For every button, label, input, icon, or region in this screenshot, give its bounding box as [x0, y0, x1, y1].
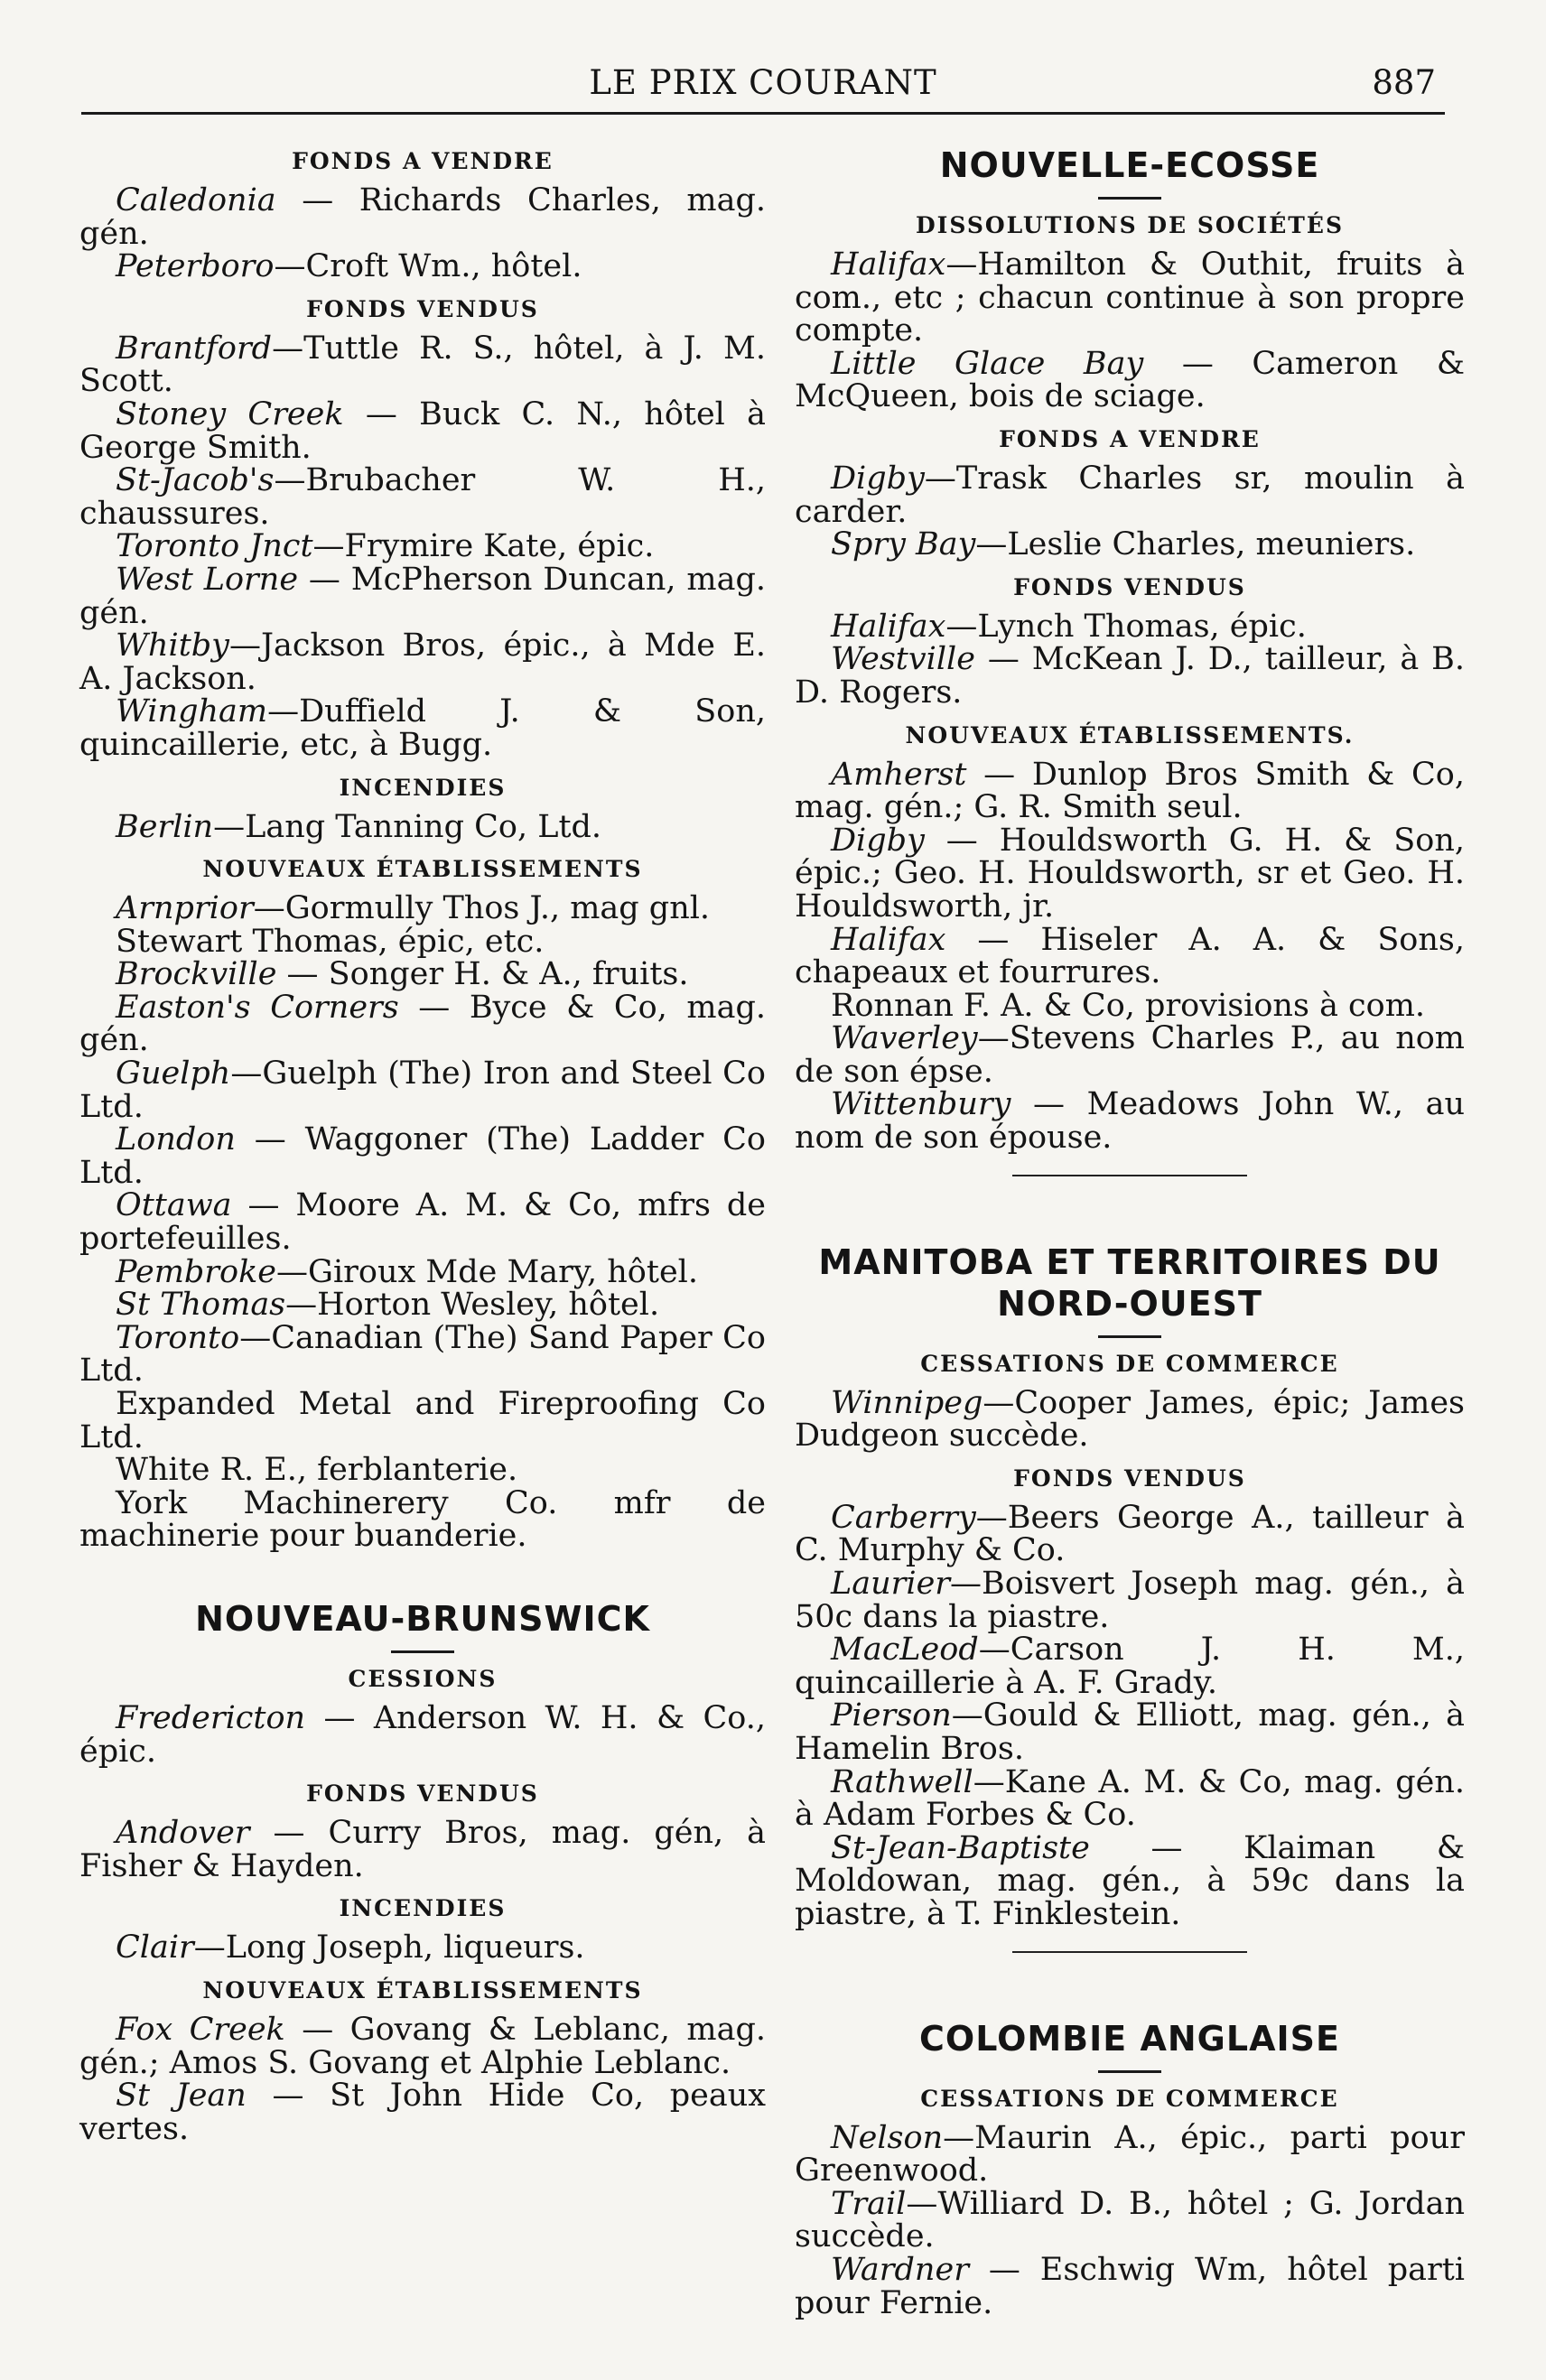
listing-text: —Lynch Thomas, épic. — [945, 608, 1307, 645]
listing-entry — [795, 462, 1465, 528]
listing-entry — [795, 2185, 1465, 2255]
listing-text: York Machinerery Co. mfr de machinerie pour buanderie. — [79, 1484, 766, 1555]
region-rule — [1098, 197, 1161, 200]
section-heading: FONDS VENDUS — [306, 295, 539, 322]
listing-entry — [79, 1817, 766, 1883]
listing-entry — [795, 1567, 1465, 1633]
listing-text: — Richards Charles, mag. gén. — [79, 182, 766, 252]
place-name: Arnprior — [116, 890, 254, 927]
listing-text: —Stevens Charles P., au nom de son épse. — [795, 1020, 1465, 1090]
place-name: Pierson — [831, 1697, 952, 1734]
region-spacer — [795, 1973, 1465, 2009]
section-heading: CESSATIONS DE COMMERCE — [920, 1350, 1339, 1377]
listing-text: —Guelph (The) Iron and Steel Co Ltd. — [79, 1055, 766, 1125]
listing-entry — [79, 1288, 766, 1322]
listing-text: Stewart Thomas, épic, etc. — [116, 923, 545, 960]
section-heading: CESSATIONS DE COMMERCE — [920, 2085, 1339, 2112]
place-name: Winnipeg — [831, 1384, 983, 1421]
listing-text: — Anderson W. H. & Co., épic. — [79, 1699, 766, 1770]
listing-text: —Trask Charles sr, moulin à carder. — [795, 460, 1465, 530]
place-name: MacLeod — [831, 1632, 979, 1669]
place-name: Easton's Corners — [116, 989, 399, 1026]
listing-entry — [79, 563, 766, 629]
listing-entry — [79, 1057, 766, 1123]
listing-entry — [79, 892, 766, 925]
region-heading: MANITOBA ET TERRITOIRES DU NORD-OUEST — [818, 1241, 1441, 1324]
section-heading: FONDS A VENDRE — [999, 425, 1261, 452]
place-name: Amherst — [831, 756, 967, 793]
place-name: Fox Creek — [116, 2011, 285, 2048]
place-name: Trail — [831, 2185, 907, 2222]
region-spacer — [795, 1196, 1465, 1232]
listing-text: —Kane A. M. & Co, mag. gén. à Adam Forbes & Co. — [795, 1763, 1465, 1834]
listing-entry — [795, 1384, 1465, 1455]
listing-text: — Klaiman & Moldowan, mag. gén., à 59c dans la piastre, à T. Finklestein. — [795, 1829, 1465, 1932]
place-name: Halifax — [831, 921, 946, 958]
place-name: Pembroke — [116, 1253, 277, 1290]
listing-text: —Tuttle R. S., hôtel, à J. M. Scott. — [79, 330, 766, 400]
place-name: London — [116, 1121, 236, 1158]
listing-entry — [795, 1829, 1465, 1932]
listing-entry — [795, 1763, 1465, 1834]
place-name: Little Glace Bay — [831, 345, 1144, 382]
section-heading: INCENDIES — [339, 1895, 507, 1922]
listing-entry — [79, 1253, 766, 1290]
section-heading: FONDS A VENDRE — [292, 148, 554, 174]
listing-text: White R. E., ferblanterie. — [116, 1452, 518, 1489]
place-name: St-Jacob's — [116, 462, 275, 499]
listing-text: —Horton Wesley, hôtel. — [285, 1287, 660, 1324]
listing-text: — Buck C. N., hôtel à George Smith. — [79, 395, 766, 466]
place-name: Clair — [116, 1929, 194, 1966]
listing-text: —Maurin A., épic., parti pour Greenwood. — [795, 2119, 1465, 2189]
section-separator — [1012, 1175, 1247, 1176]
listing-entry — [79, 1388, 766, 1454]
place-name: Toronto — [116, 1319, 240, 1356]
listing-text: — McKean J. D., tailleur, à B. D. Rogers. — [795, 641, 1465, 711]
listing-text: — Cameron & McQueen, bois de sciage. — [795, 345, 1465, 415]
listing-entry — [79, 250, 766, 284]
listing-entry — [79, 2013, 766, 2079]
listing-entry — [795, 528, 1465, 562]
place-name: Westville — [831, 641, 975, 678]
place-name: Guelph — [116, 1055, 231, 1092]
listing-entry — [79, 464, 766, 530]
listing-entry — [79, 1319, 766, 1390]
listing-entry — [79, 1123, 766, 1189]
listing-entry — [795, 1501, 1465, 1567]
right-column — [795, 135, 1465, 2320]
listing-text: Ronnan F. A. & Co, provisions à com. — [831, 987, 1426, 1024]
region-heading: NOUVEAU-BRUNSWICK — [195, 1598, 650, 1639]
listing-text: —Lang Tanning Co, Ltd. — [213, 808, 602, 845]
section-heading: NOUVEAUX ÉTABLISSEMENTS — [202, 856, 643, 883]
running-title: LE PRIX COURANT — [589, 63, 937, 102]
section-heading: NOUVEAUX ÉTABLISSEMENTS — [202, 1976, 643, 2003]
place-name: Brockville — [116, 956, 277, 993]
listing-entry — [79, 1931, 766, 1965]
place-name: Nelson — [831, 2119, 944, 2156]
listing-text: —Frymire Kate, épic. — [312, 528, 655, 565]
place-name: Digby — [831, 822, 925, 859]
place-name: Ottawa — [116, 1187, 232, 1224]
place-name: Andover — [116, 1815, 250, 1852]
region-rule — [391, 1650, 454, 1653]
place-name: Fredericton — [116, 1699, 306, 1736]
listing-entry — [795, 921, 1465, 991]
listing-entry — [79, 1484, 766, 1555]
listing-text: — McPherson Duncan, mag. gén. — [79, 561, 766, 631]
place-name: St Jean — [116, 2078, 247, 2115]
listing-entry — [795, 1633, 1465, 1699]
listing-text: —Williard D. B., hôtel ; G. Jordan succède. — [795, 2185, 1465, 2255]
place-name: Laurier — [831, 1566, 951, 1603]
section-heading: NOUVEAUX ÉTABLISSEMENTS. — [905, 721, 1355, 748]
place-name: St-Jean-Baptiste — [831, 1829, 1090, 1866]
place-name: Waverley — [831, 1020, 978, 1057]
listing-text: — Songer H. & A., fruits. — [276, 956, 689, 993]
listing-text: — Houldsworth G. H. & Son, épic.; Geo. H. Houldsworth, sr et Geo. H. Houldsworth, jr. — [795, 822, 1465, 925]
listing-entry — [79, 958, 766, 991]
place-name: Stoney Creek — [116, 395, 344, 432]
listing-text: —Cooper James, épic; James Dudgeon succède. — [795, 1384, 1465, 1455]
place-name: Digby — [831, 460, 925, 497]
listing-entry — [795, 1086, 1465, 1157]
place-name: Peterboro — [116, 248, 275, 285]
section-heading: DISSOLUTIONS DE SOCIÉTÉS — [915, 212, 1345, 238]
listing-entry — [795, 758, 1465, 824]
listing-text: — St John Hide Co, peaux vertes. — [79, 2078, 766, 2147]
listing-text: —Hamilton & Outhit, fruits à com., etc ; chacun continue à son propre compte. — [795, 246, 1465, 349]
listing-text: —Carson J. H. M., quincaillerie à A. F. Grady. — [795, 1632, 1465, 1701]
listing-entry — [79, 332, 766, 398]
place-name: Spry Bay — [831, 526, 976, 563]
listing-text: — Meadows John W., au nom de son épouse. — [795, 1086, 1465, 1157]
listing-entry — [79, 808, 766, 845]
listing-entry — [795, 2119, 1465, 2189]
listing-text: — Curry Bros, mag. gén, à Fisher & Hayden. — [79, 1815, 766, 1884]
listing-text: —Duffield J. & Son, quincaillerie, etc, à Bugg. — [79, 693, 766, 763]
listing-text: — Waggoner (The) Ladder Co Ltd. — [79, 1121, 766, 1191]
page-number: 887 — [1372, 63, 1436, 102]
listing-text: — Dunlop Bros Smith & Co, mag. gén.; G. R. Smith seul. — [795, 756, 1465, 826]
listing-entry — [79, 2079, 766, 2145]
listing-text: —Gormully Thos J., mag gnl. — [253, 890, 711, 927]
section-heading: CESSIONS — [348, 1665, 498, 1692]
place-name: Halifax — [831, 246, 946, 283]
listing-entry — [79, 395, 766, 466]
listing-text: — Govang & Leblanc, mag. gén.; Amos S. Govang et Alphie Leblanc. — [79, 2011, 766, 2081]
listing-entry — [79, 925, 766, 959]
place-name: Berlin — [116, 808, 214, 845]
listing-entry — [79, 530, 766, 563]
section-heading: FONDS VENDUS — [1013, 1464, 1246, 1492]
place-name: Wardner — [831, 2251, 969, 2288]
listing-text: —Jackson Bros, épic., à Mde E. A. Jackson. — [79, 628, 766, 697]
listing-entry — [79, 991, 766, 1057]
listing-entry — [795, 824, 1465, 924]
listing-entry — [79, 184, 766, 250]
place-name: Rathwell — [831, 1763, 973, 1800]
region-rule — [1098, 2070, 1161, 2073]
region-rule — [1098, 1335, 1161, 1338]
listing-text: Expanded Metal and Fireproofing Co Ltd. — [79, 1386, 766, 1455]
listing-text: —Brubacher W. H., chaussures. — [79, 462, 766, 532]
left-column — [79, 135, 766, 2145]
place-name: St Thomas — [116, 1287, 286, 1324]
listing-entry — [795, 248, 1465, 348]
region-heading: NOUVELLE-ECOSSE — [939, 145, 1320, 185]
place-name: Whitby — [116, 628, 229, 665]
listing-entry — [795, 1022, 1465, 1088]
section-heading: FONDS VENDUS — [1013, 573, 1246, 600]
region-spacer — [79, 1553, 766, 1589]
section-separator — [1012, 1951, 1247, 1953]
listing-text: —Leslie Charles, meuniers. — [975, 526, 1416, 563]
listing-text: — Moore A. M. & Co, mfrs de portefeuilles. — [79, 1187, 766, 1258]
listing-text: — Hiseler A. A. & Sons, chapeaux et fourrures. — [795, 921, 1465, 991]
listing-entry — [795, 345, 1465, 415]
listing-entry — [79, 1187, 766, 1258]
listing-entry — [795, 610, 1465, 644]
page-header — [81, 60, 1445, 115]
listing-entry — [79, 1699, 766, 1770]
place-name: Caledonia — [116, 182, 276, 218]
section-heading: INCENDIES — [339, 774, 507, 801]
listing-entry — [795, 1699, 1465, 1765]
listing-text: — Byce & Co, mag. gén. — [79, 989, 766, 1059]
listing-entry — [79, 695, 766, 761]
place-name: Wingham — [116, 693, 268, 730]
listing-entry — [79, 1454, 766, 1487]
listing-text: —Beers George A., tailleur à C. Murphy & Co. — [795, 1499, 1465, 1569]
place-name: Halifax — [831, 608, 946, 645]
listing-text: —Giroux Mde Mary, hôtel. — [276, 1253, 698, 1290]
listing-entry — [795, 2251, 1465, 2321]
listing-entry — [795, 987, 1465, 1024]
listing-text: —Croft Wm., hôtel. — [274, 248, 582, 285]
place-name: Carberry — [831, 1499, 976, 1536]
listing-entry — [795, 643, 1465, 709]
place-name: Brantford — [116, 330, 273, 367]
listing-text: —Boisvert Joseph mag. gén., à 50c dans la piastre. — [795, 1566, 1465, 1635]
listing-text: —Long Joseph, liqueurs. — [193, 1929, 585, 1966]
listing-text: —Canadian (The) Sand Paper Co Ltd. — [79, 1319, 766, 1390]
listing-text: —Gould & Elliott, mag. gén., à Hamelin Bros. — [795, 1697, 1465, 1767]
listing-entry — [79, 629, 766, 695]
place-name: West Lorne — [116, 561, 299, 598]
place-name: Toronto Jnct — [116, 528, 313, 565]
place-name: Wittenbury — [831, 1086, 1011, 1123]
section-heading: FONDS VENDUS — [306, 1780, 539, 1808]
listing-text: — Eschwig Wm, hôtel parti pour Fernie. — [795, 2251, 1465, 2321]
region-heading: COLOMBIE ANGLAISE — [919, 2018, 1340, 2059]
